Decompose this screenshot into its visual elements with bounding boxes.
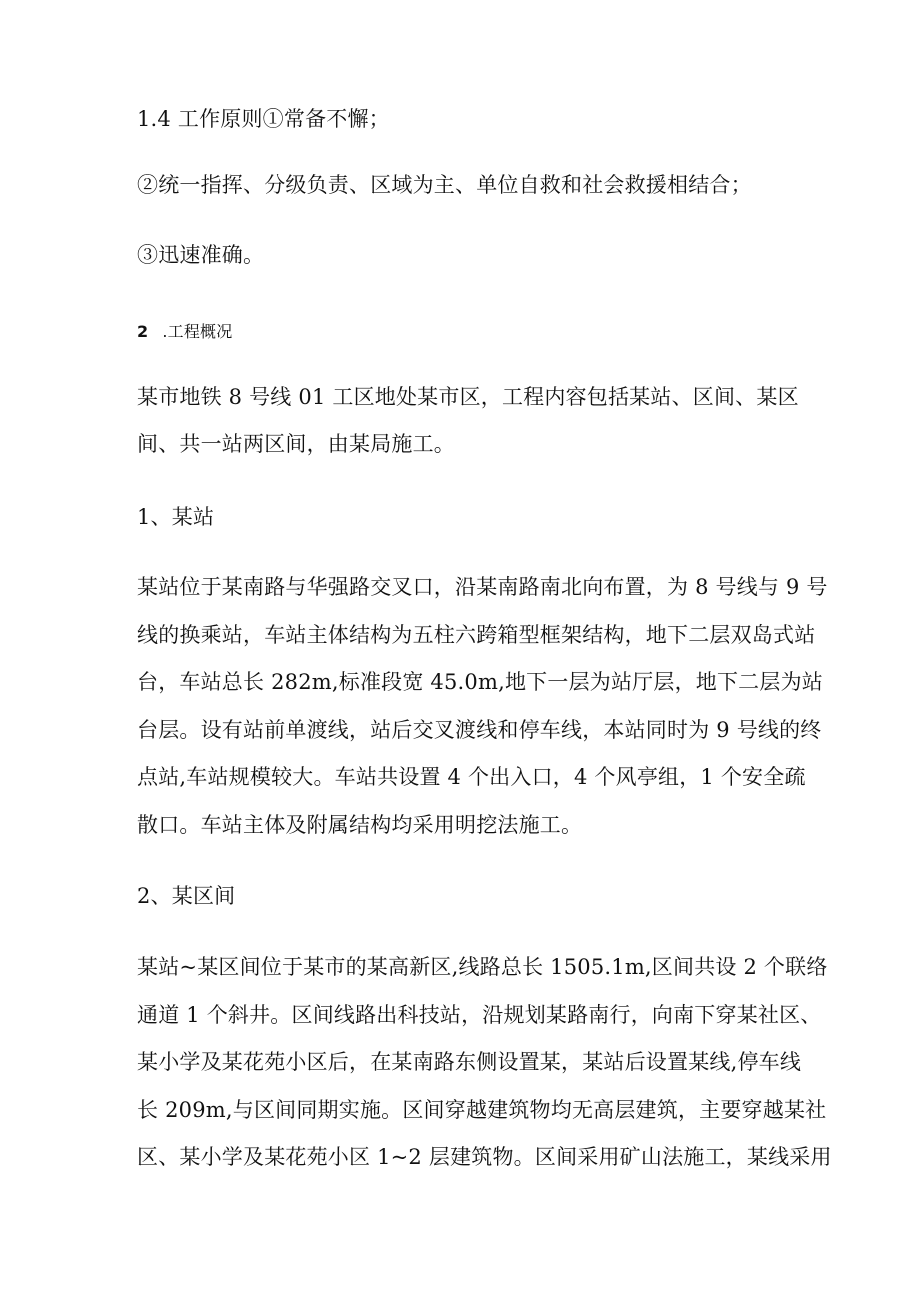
station-paragraph-line-3: 台，车站总长 282m,标准段宽 45.0m,地下一层为站厅层，地下二层为站 bbox=[137, 670, 823, 694]
station-paragraph-line-4: 台层。设有站前单渡线，站后交叉渡线和停车线，本站同时为 9 号线的终 bbox=[137, 718, 822, 742]
principles-line-1: 1.4 工作原则①常备不懈； bbox=[137, 107, 390, 131]
station-paragraph-line-6: 散口。车站主体及附属结构均采用明挖法施工。 bbox=[137, 813, 583, 837]
interval-paragraph-line-3: 某小学及某花苑小区后，在某南路东侧设置某，某站后设置某线,停车线 bbox=[137, 1050, 802, 1074]
section-2-heading bbox=[137, 318, 232, 346]
station-paragraph-line-1: 某站位于某南路与华强路交叉口，沿某南路南北向布置，为 8 号线与 9 号 bbox=[137, 575, 828, 599]
interval-paragraph-line-4: 长 209m,与区间同期实施。区间穿越建筑物均无高层建筑，主要穿越某社 bbox=[137, 1098, 827, 1122]
station-paragraph-line-2: 线的换乘站，车站主体结构为五柱六跨箱型框架结构，地下二层双岛式站 bbox=[137, 623, 816, 647]
subsection-2-title: 2、某区间 bbox=[137, 884, 236, 908]
section-2-number: 2 bbox=[137, 322, 149, 341]
interval-paragraph-line-1: 某站~某区间位于某市的某高新区,线路总长 1505.1m,区间共设 2 个联络 bbox=[137, 955, 828, 979]
subsection-1-title: 1、某站 bbox=[137, 505, 215, 529]
station-paragraph-line-5: 点站,车站规模较大。车站共设置 4 个出入口，4 个风亭组，1 个安全疏 bbox=[137, 765, 806, 789]
principles-line-2: ②统一指挥、分级负责、区域为主、单位自救和社会救援相结合； bbox=[137, 173, 752, 197]
principles-line-3: ③迅速准确。 bbox=[137, 243, 265, 267]
section-2-title: .工程概况 bbox=[162, 322, 233, 341]
interval-paragraph-line-5: 区、某小学及某花苑小区 1~2 层建筑物。区间采用矿山法施工，某线采用 bbox=[137, 1145, 832, 1169]
overview-line-2: 间、共一站两区间，由某局施工。 bbox=[137, 432, 455, 456]
overview-line-1: 某市地铁 8 号线 01 工区地处某市区，工程内容包括某站、区间、某区 bbox=[137, 385, 799, 409]
interval-paragraph-line-2: 通道 1 个斜井。区间线路出科技站，沿规划某路南行，向南下穿某社区、 bbox=[137, 1003, 822, 1027]
